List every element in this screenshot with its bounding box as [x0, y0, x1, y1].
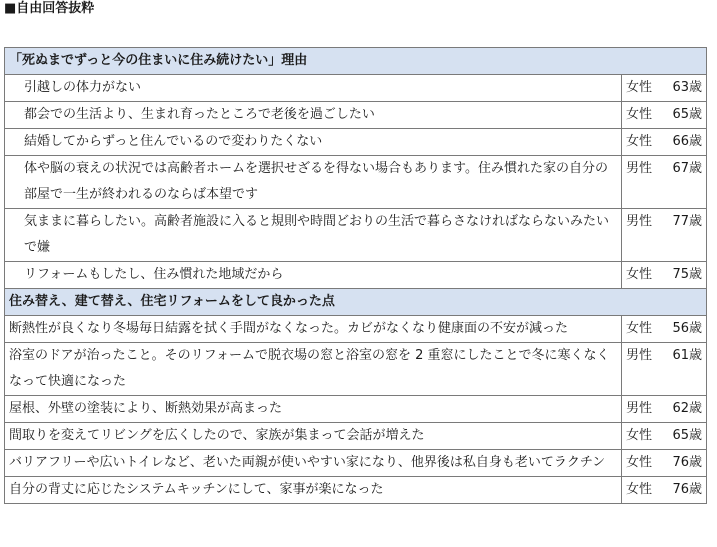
respondent-gender: 女性: [626, 321, 653, 336]
section-header-row: [5, 48, 707, 75]
comment-text: 自分の背丈に応じたシステムキッチンにして、家事が楽になった: [5, 477, 622, 504]
table-row: [5, 316, 707, 343]
respondent-age: 62歳: [672, 401, 703, 416]
section-header-row: [5, 289, 707, 316]
respondent-age: 66歳: [672, 134, 703, 149]
respondent-cell: [622, 75, 707, 102]
table-row: [5, 75, 707, 102]
respondent-age: 65歳: [672, 107, 703, 122]
respondent-age: 76歳: [672, 482, 703, 497]
comment-text: 気ままに暮らしたい。高齢者施設に入ると規則や時間どおりの生活で暮らさなければならないみたいで嫌: [5, 209, 622, 262]
respondent-cell: [622, 316, 707, 343]
comment-text: 断熱性が良くなり冬場毎日結露を拭く手間がなくなった。カビがなくなり健康面の不安が減った: [5, 316, 622, 343]
table-row: [5, 156, 707, 209]
respondent-gender: 男性: [626, 161, 653, 176]
respondent-gender: 女性: [626, 428, 653, 443]
respondent-age: 61歳: [672, 348, 703, 363]
respondent-cell: [622, 156, 707, 209]
table-row: [5, 102, 707, 129]
comment-text: 結婚してからずっと住んでいるので変わりたくない: [5, 129, 622, 156]
comment-text: 都会での生活より、生まれ育ったところで老後を過ごしたい: [5, 102, 622, 129]
table-row: [5, 450, 707, 477]
respondent-gender: 女性: [626, 267, 653, 282]
table-row: [5, 423, 707, 450]
respondent-age: 76歳: [672, 455, 703, 470]
respondent-gender: 女性: [626, 107, 653, 122]
table-row: [5, 477, 707, 504]
respondent-age: 75歳: [672, 267, 703, 282]
table-row: [5, 343, 707, 396]
comment-text: 間取りを変えてリビングを広くしたので、家族が集まって会話が増えた: [5, 423, 622, 450]
respondent-cell: [622, 209, 707, 262]
respondent-age: 56歳: [672, 321, 703, 336]
respondent-gender: 男性: [626, 214, 653, 229]
respondent-gender: 女性: [626, 134, 653, 149]
table-row: [5, 262, 707, 289]
respondent-gender: 女性: [626, 482, 653, 497]
comment-text: バリアフリーや広いトイレなど、老いた両親が使いやすい家になり、他界後は私自身も老いてラクチン: [5, 450, 622, 477]
respondent-cell: [622, 423, 707, 450]
respondent-gender: 男性: [626, 348, 653, 363]
respondent-age: 65歳: [672, 428, 703, 443]
respondent-cell: [622, 450, 707, 477]
respondent-gender: 女性: [626, 455, 653, 470]
section-heading: 「死ぬまでずっと今の住まいに住み続けたい」理由: [5, 48, 707, 75]
table-row: [5, 396, 707, 423]
comment-text: 体や脳の衰えの状況では高齢者ホームを選択せざるを得ない場合もあります。住み慣れた家の自分の部屋で一生が終われるのならば本望です: [5, 156, 622, 209]
respondent-gender: 女性: [626, 80, 653, 95]
table-row: [5, 129, 707, 156]
free-response-table: [4, 47, 707, 504]
respondent-cell: [622, 262, 707, 289]
comment-text: 引越しの体力がない: [5, 75, 622, 102]
section-heading: 住み替え、建て替え、住宅リフォームをして良かった点: [5, 289, 707, 316]
comment-text: 浴室のドアが治ったこと。そのリフォームで脱衣場の窓と浴室の窓を 2 重窓にしたことで冬に寒くなくなって快適になった: [5, 343, 622, 396]
respondent-age: 77歳: [672, 214, 703, 229]
respondent-cell: [622, 477, 707, 504]
respondent-cell: [622, 343, 707, 396]
respondent-age: 67歳: [672, 161, 703, 176]
respondent-cell: [622, 129, 707, 156]
respondent-age: 63歳: [672, 80, 703, 95]
respondent-cell: [622, 102, 707, 129]
comment-text: リフォームもしたし、住み慣れた地域だから: [5, 262, 622, 289]
document-title: ■自由回答抜粋: [4, 1, 95, 16]
comment-text: 屋根、外壁の塗装により、断熱効果が高まった: [5, 396, 622, 423]
table-row: [5, 209, 707, 262]
respondent-cell: [622, 396, 707, 423]
respondent-gender: 男性: [626, 401, 653, 416]
